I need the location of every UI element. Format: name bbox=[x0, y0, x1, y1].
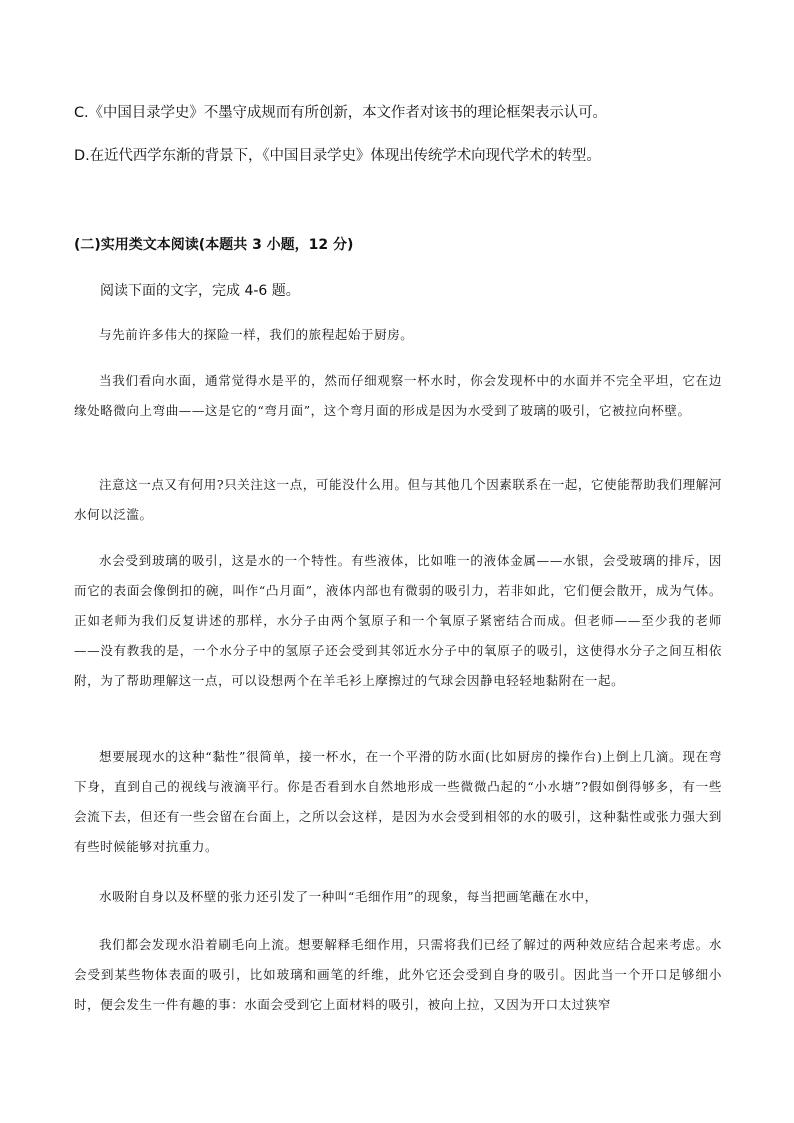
passage-paragraph-4: 水会受到玻璃的吸引，这是水的一个特性。有些液体，比如唯一的液体金属——水银，会受玻璃的排斥，因而它的表面会像倒扣的碗，叫作“凸月面”，液体内部也有微弱的吸引力，若非如此，它们便会散开，成为气体。正如老师为我们反复讲述的那样，水分子由两个氢原子和一个氧原子紧密结合而成。但老师——至少我的老师——没有教我的是，一个水分子中的氢原子还会受到其邻近水分子中的氧原子的吸引，这使得水分子之间互相依附，为了帮助理解这一点，可以设想两个在羊毛衫上摩擦过的气球会因静电轻轻地黏附在一起。 bbox=[74, 553, 722, 688]
section-title: (二)实用类文本阅读(本题共 3 小题，12 分) bbox=[74, 237, 354, 253]
passage-paragraph-2: 当我们看向水面，通常觉得水是平的，然而仔细观察一杯水时，你会发现杯中的水面并不完全平坦，它在边缘处略微向上弯曲——这是它的“弯月面”，这个弯月面的形成是因为水受到了玻璃的吸引，它被拉向杯壁。 bbox=[74, 373, 722, 418]
passage-paragraph-6: 水吸附自身以及杯壁的张力还引发了一种叫“毛细作用”的现象，每当把画笔蘸在水中， bbox=[99, 889, 598, 904]
option-c: C.《中国目录学史》不墨守成规而有所创新，本文作者对该书的理论框架表示认可。 bbox=[74, 105, 607, 121]
passage-paragraph-3: 注意这一点又有何用?只关注这一点，可能没什么用。但与其他几个因素联系在一起，它使能帮助我们理解河水何以泛滥。 bbox=[74, 477, 723, 522]
option-d: D.在近代西学东渐的背景下，《中国目录学史》体现出传统学术向现代学术的转型。 bbox=[74, 148, 601, 164]
passage-paragraph-7: 我们都会发现水沿着刷毛向上流。想要解释毛细作用，只需将我们已经了解过的两种效应结合起来考虑。水会受到某些物体表面的吸引，比如玻璃和画笔的纤维，此外它还会受到自身的吸引。因此当一个开口足够细小时，便会发生一件有趣的事：水面会受到它上面材料的吸引，被向上拉，又因为开口太过狭窄 bbox=[74, 937, 722, 1012]
passage-paragraph-5: 想要展现水的这种“黏性”很简单，接一杯水，在一个平滑的防水面(比如厨房的操作台)上倒上几滴。现在弯下身，直到自己的视线与液滴平行。你是否看到水自然地形成一些微微凸起的“小水塘”?假如倒得够多，有一些会流下去，但还有一些会留在台面上，之所以会这样，是因为水会受到相邻的水的吸引，这种黏性或张力强大到有些时候能够对抗重力。 bbox=[74, 749, 722, 854]
passage-paragraph-1: 与先前许多伟大的探险一样，我们的旅程起始于厨房。 bbox=[99, 327, 414, 342]
section-instruction: 阅读下面的文字，完成 4-6 题。 bbox=[100, 283, 300, 299]
